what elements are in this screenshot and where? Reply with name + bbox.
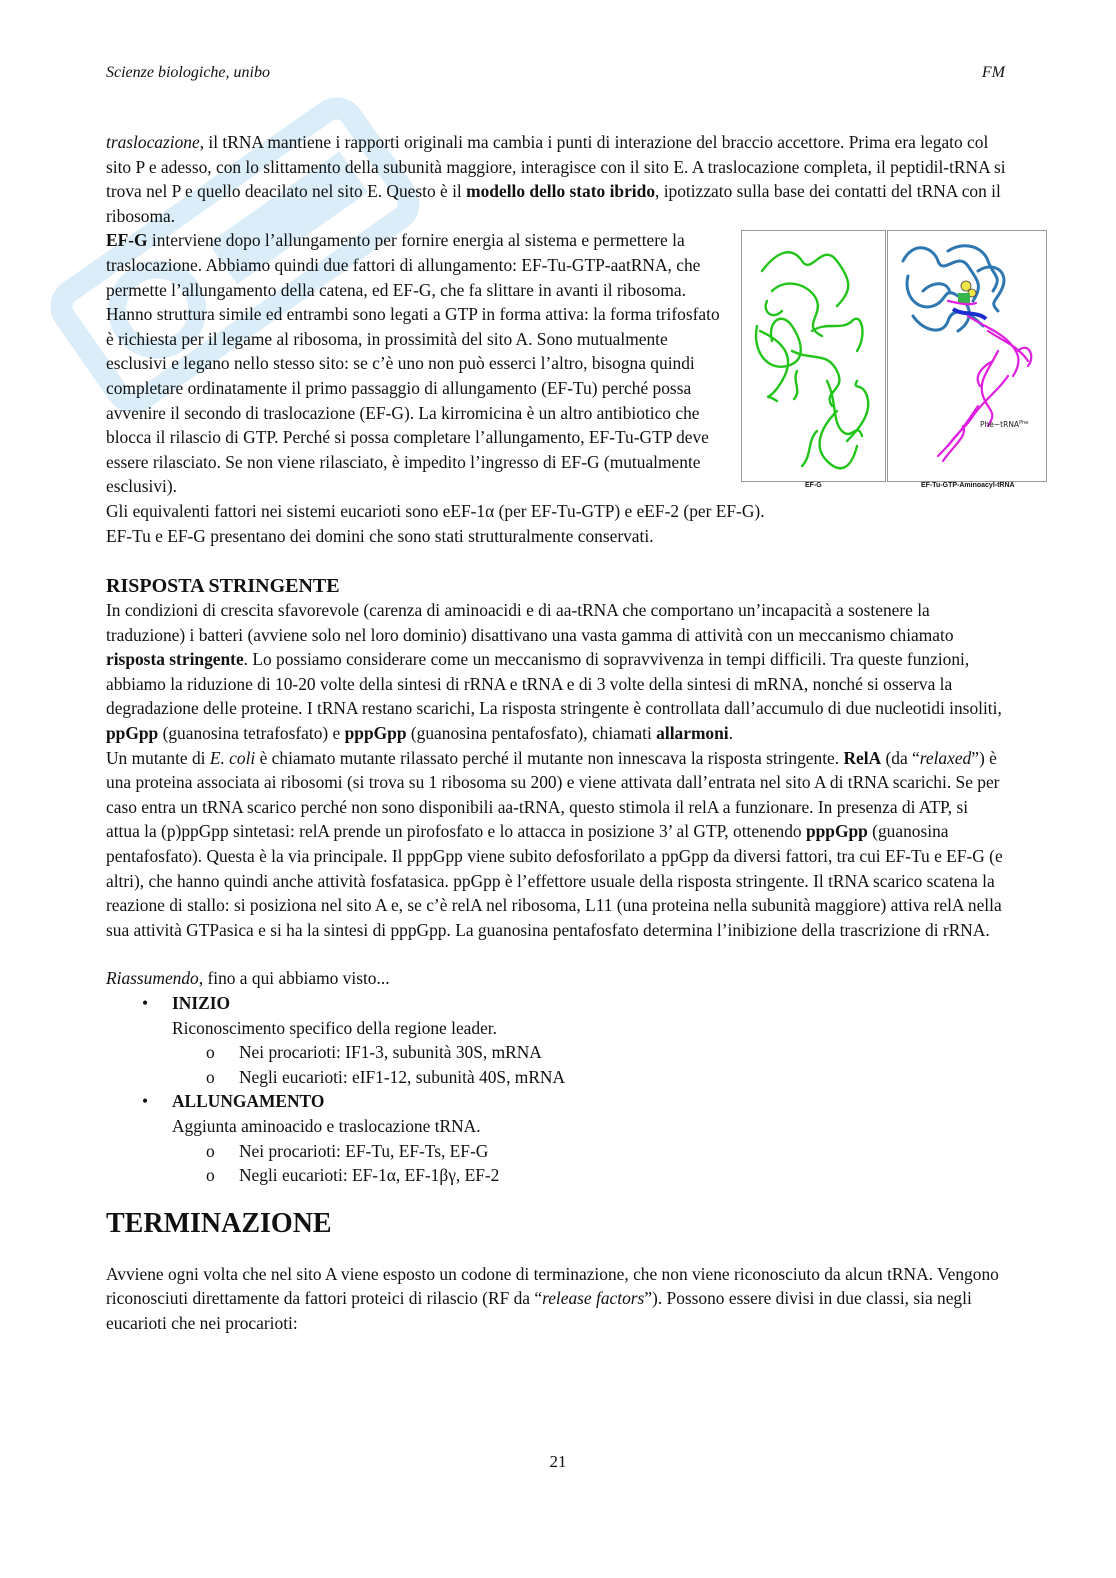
ef-g-paragraph: EF-G interviene dopo l’allungamento per fornire energia al sistema e permettere la traslocazione. Abbiamo quindi due fattori di allungamento: EF-Tu-GTP-aatRNA, che permette l’allungamento della catena, ed EF-G, che fa slittare in avanti il ribosoma. Hanno struttura simile ed entrambi sono legati a GTP in forma attiva: la forma trifosfato è richiesta per il legame al ribosoma, in prossimità del sito A. Sono mutualmente esclusivi e legano nello stesso sito: se c’è uno non può esserci l’altro, bisogna quindi completare ordinatamente il primo passaggio di allungamento (EF-Tu) perché possa avvenire il secondo di traslocazione (EF-G). La kirromicina è un altro antibiotico che blocca il rilascio di GTP. Perché si possa completare l’allungamento, EF-Tu-GTP deve essere rilasciato. Se non viene rilasciato, è impedito l’ingresso di EF-G (mutualmente esclusivi).: [106, 230, 720, 497]
section-title-termination: TERMINAZIONE: [106, 1207, 332, 1239]
caption-ef-g: EF-G: [805, 482, 822, 489]
page-number: 21: [549, 1452, 567, 1471]
eukaryote-factors-line: Gli equivalenti fattori nei sistemi eucarioti sono eEF-1α (per EF-Tu-GTP) e eEF-2 (per EF-G).: [106, 500, 765, 521]
summary-lead: Riassumendo, fino a qui abbiamo visto...: [106, 968, 390, 989]
section-title-stringent: RISPOSTA STRINGENTE: [106, 575, 340, 598]
stringent-paragraph-2: Un mutante di E. coli è chiamato mutante rilassato perché il mutante non innescava la risposta stringente. RelA (da “relaxed”) è una proteina associata ai ribosomi (si trova su 1 ribosoma su 200) e viene attivata dall’entrata nel sito A di tRNA scarichi. Se per caso entra un tRNA scarico perché non sono disponibili aa-tRNA, questo stimola il relA a funzionare. In presenza di ATP, si attua la (p)ppGpp sintetasi: relA prende un pirofosfato e lo attacca in posizione 3’ al GTP, ottenendo pppGpp (guanosina pentafosfato). Questa è la via principale. Il pppGpp viene subito defosforilato a ppGpp da diversi fattori, tra cui EF-Tu e EF-G (e altri), che hanno quindi anche attività fosfatasica. ppGpp è l’effettore usuale della risposta stringente. Il tRNA scarico scatena la reazione di stallo: si posiziona nel sito A e, se c’è relA nel ribosoma, L11 (una proteina nella subunità maggiore) attiva relA nella sua attività GTPasica e si ha la sintesi di pppGpp. La guanosina pentafosfato determina l’inibizione della trascrizione di rRNA.: [106, 747, 1003, 940]
header-right: FM: [981, 64, 1005, 81]
summary-list: [106, 991, 1006, 1188]
trna-label-sup: Phe: [1019, 420, 1029, 426]
sub-bullet-icon: o: [206, 1066, 215, 1087]
list-item: • ALLUNGAMENTO Aggiunta aminoacido e traslocazione tRNA. o Nei procarioti: EF-Tu, EF-Ts, EF-G o Negli eucarioti: EF-1α, EF-1βγ, EF-2: [106, 1089, 1006, 1187]
bullet-icon: •: [142, 1091, 149, 1112]
stringent-paragraph-1: In condizioni di crescita sfavorevole (carenza di aminoacidi e di aa-tRNA che comportano un’incapacità a sostenere la traduzione) i batteri (avviene solo nel loro dominio) disattivano una vasta gamma di attività con un meccanismo chiamato risposta stringente. Lo possiamo considerare come un meccanismo di sopravvivenza in tempi difficili. Tra queste funzioni, abbiamo la riduzione di 10-20 volte della sintesi di rRNA e tRNA e di 3 volte della sintesi di mRNA, nonché si osserva la degradazione delle proteine. I tRNA restano scarichi, La risposta stringente è controllata dall’accumulo di due nucleotidi insoliti, ppGpp (guanosina tetrafosfato) e pppGpp (guanosina pentafosfato), chiamati allarmoni.: [106, 600, 1002, 744]
caption-ef-tu: EF-Tu-GTP-Aminoacyl-tRNA: [921, 482, 1015, 489]
header-left: Scienze biologiche, unibo: [106, 64, 270, 81]
intro-paragraph: traslocazione, il tRNA mantiene i rapporti originali ma cambia i punti di interazione del braccio accettore. Prima era legato col sito P e adesso, con lo slittamento della subunità maggiore, interagisce con il sito E. A traslocazione completa, il peptidil-tRNA si trova nel P e quello deacilato nel sito E. Questo è il modello dello stato ibrido, ipotizzato sulla base dei contatti del tRNA con il ribosoma.: [106, 132, 1006, 226]
list-item: • INIZIO Riconoscimento specifico della regione leader. o Nei procarioti: IF1-3, subunità 30S, mRNA o Negli eucarioti: eIF1-12, subunità 40S, mRNA: [106, 991, 1006, 1089]
sub-bullet-icon: o: [206, 1140, 215, 1161]
sub-bullet-icon: o: [206, 1042, 215, 1063]
sub-bullet-icon: o: [206, 1165, 215, 1186]
termination-paragraph: Avviene ogni volta che nel sito A viene esposto un codone di terminazione, che non viene riconosciuto da alcun tRNA. Vengono riconosciuti direttamente da fattori proteici di rilascio (RF da “release factors”). Possono essere divisi in due classi, sia negli eucarioti che nei procarioti:: [106, 1263, 999, 1333]
bullet-icon: •: [142, 993, 149, 1013]
conserved-domains-line: EF-Tu e EF-G presentano dei domini che sono stati strutturalmente conservati.: [106, 525, 654, 546]
trna-label: Phe~tRNA: [980, 420, 1020, 429]
body-text: [106, 130, 1006, 1336]
